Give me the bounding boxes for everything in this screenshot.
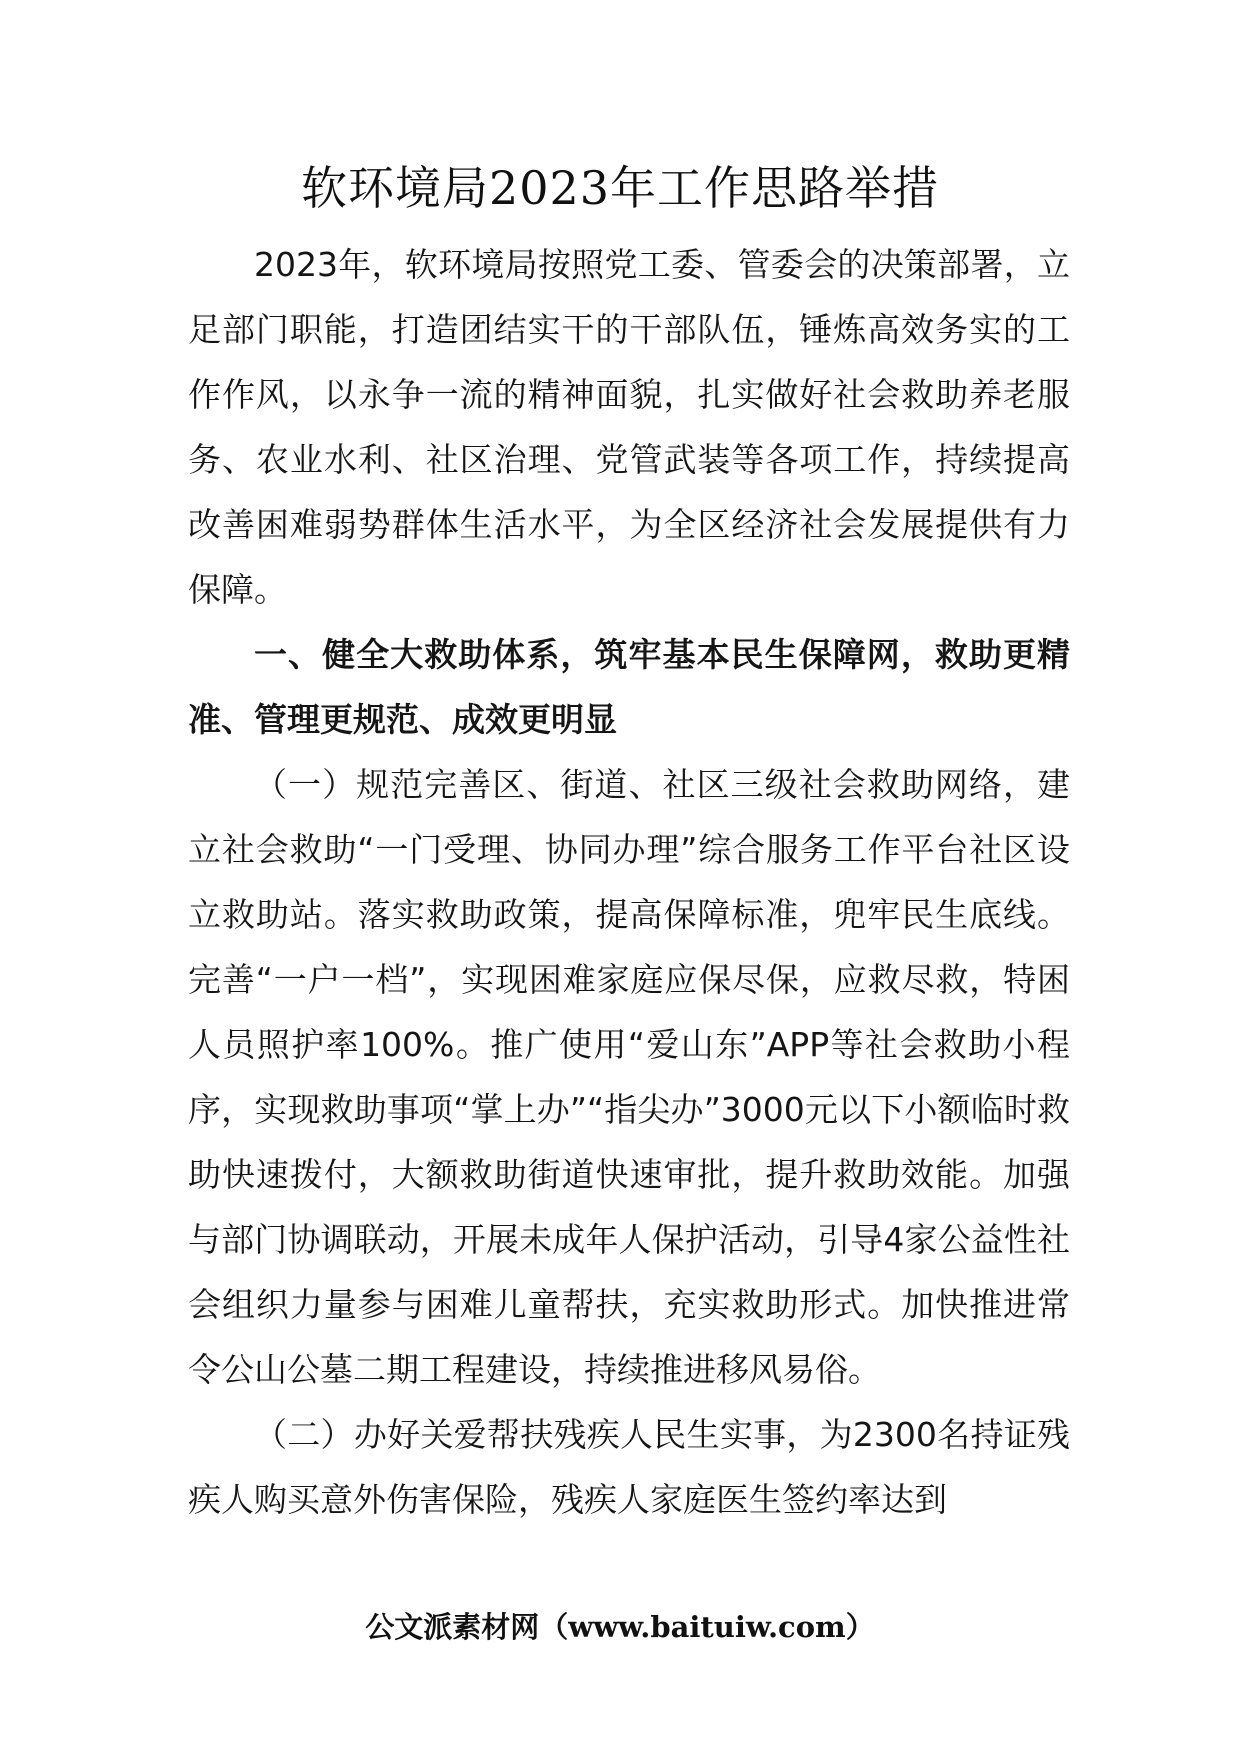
document-title: 软环境局2023年工作思路举措: [300, 161, 940, 215]
section-heading-1: 一、健全大救助体系，筑牢基本民生保障网，救助更精准、管理更规范、成效更明显: [188, 635, 1070, 739]
footer-source-text: 公文派素材网（www.baituiw.com）: [365, 1610, 875, 1644]
document-body: [188, 232, 1070, 1532]
subsection-paragraph-2: （二）办好关爱帮扶残疾人民生实事，为2300名持证残疾人购买意外伤害保险，残疾人家庭医生签约率达到: [188, 1415, 1070, 1519]
intro-paragraph: 2023年，软环境局按照党工委、管委会的决策部署，立足部门职能，打造团结实干的干部队伍，锤炼高效务实的工作作风，以永争一流的精神面貌，扎实做好社会救助养老服务、农业水利、社区治理、党管武装等各项工作，持续提高改善困难弱势群体生活水平，为全区经济社会发展提供有力保障。: [188, 245, 1070, 609]
subsection-paragraph-1: （一）规范完善区、街道、社区三级社会救助网络，建立社会救助“一门受理、协同办理”综合服务工作平台社区设立救助站。落实救助政策，提高保障标准，兜牢民生底线。完善“一户一档”，实现困难家庭应保尽保，应救尽救，特困人员照护率100%。推广使用“爱山东”APP等社会救助小程序，实现救助事项“掌上办”“指尖办”3000元以下小额临时救助快速拨付，大额救助街道快速审批，提升救助效能。加强与部门协调联动，开展未成年人保护活动，引导4家公益性社会组织力量参与困难儿童帮扶，充实救助形式。加快推进常令公山公墓二期工程建设，持续推进移风易俗。: [188, 765, 1070, 1389]
